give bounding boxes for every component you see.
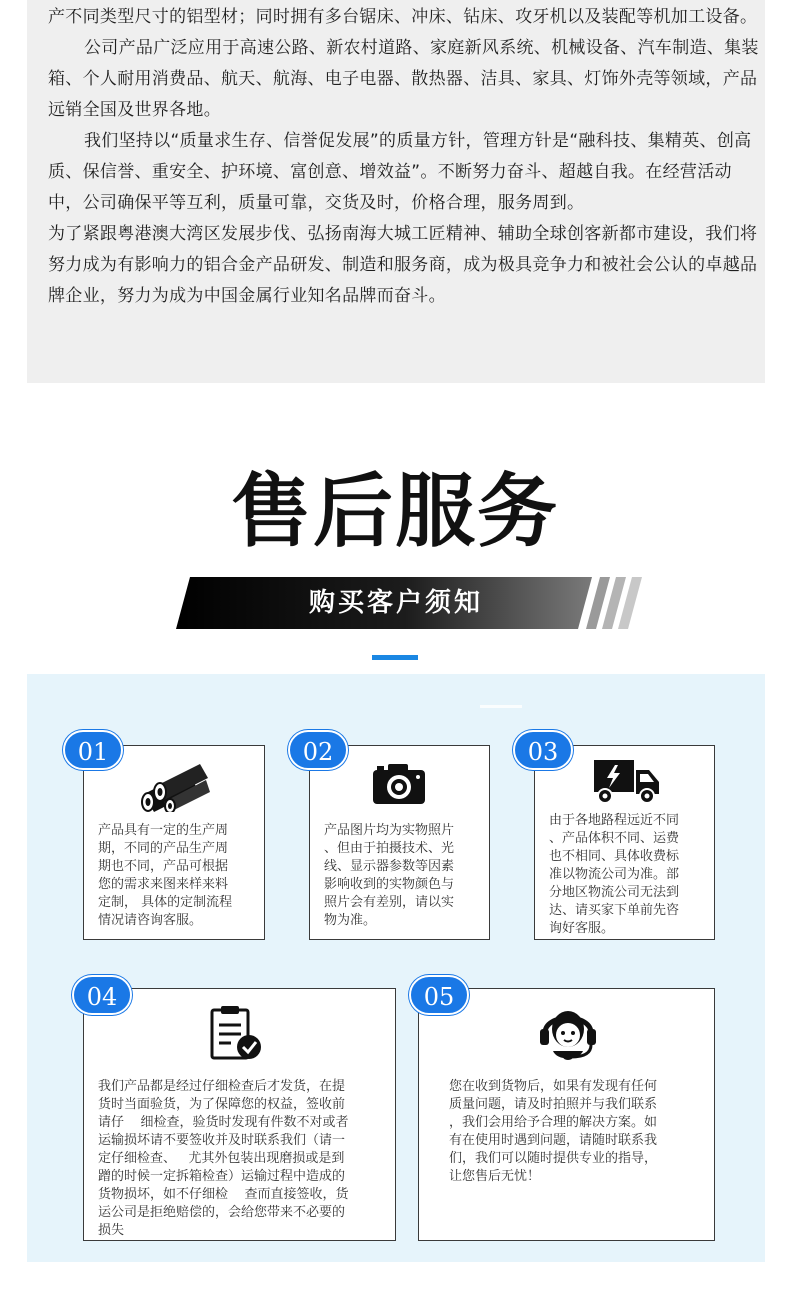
notice-card-3 [534,745,715,940]
panel-decoration [480,705,522,708]
notice-card-5 [418,988,715,1241]
customer-service-icon [537,1001,599,1069]
aluminum-tubes-icon [136,760,212,816]
checklist-icon [209,1005,263,1065]
company-intro-panel [27,0,765,383]
intro-paragraph-2: 公司产品广泛应用于高速公路、新农村道路、家庭新风系统、机械设备、汽车制造、集装箱、个人耐用消费品、航天、航海、电子电器、散热器、洁具、家具、灯饰外壳等领域，产品远销全国及世界各地。 [48,38,759,120]
card-5-text: 您在收到货物后，如果有发现有任何 质量问题，请及时拍照并与我们联系 ，我们会用给予合理的解决方案。如 有在使用时遇到问题，请随时联系我 们，我们可以随时提供专业的指导， 让您售后无忧！ [449,1079,658,1184]
section-title: 售后服务 [231,465,559,558]
notice-card-2 [309,745,490,940]
card-3-number-badge: 03 [513,730,573,770]
card-1-text: 产品具有一定的生产周 期，不同的产品生产周 期也不同，产品可根据 您的需求来图来样来料 定制， 具体的定制流程 情况请咨询客服。 [98,823,233,928]
card-2-text: 产品图片均为实物照片 、但由于拍摄技术、光 线、显示器参数等因素 影响收到的实物颜色与 照片会有差别，请以实 物为准。 [324,823,455,928]
card-3-text: 由于各地路程远近不同 、产品体积不同、运费 也不相同、具体收费标 准以物流公司为准。部 分地区物流公司无法到 达、请买家下单前先咨 询好客服。 [549,813,680,936]
delivery-truck-icon [593,756,661,810]
intro-paragraph-4: 为了紧跟粤港澳大湾区发展步伐、弘扬南海大城工匠精神、辅助全球创客新都市建设，我们将努力成为有影响力的铝合金产品研发、制造和服务商，成为极具竞争力和被社会公认的卓越品牌企业，努力为成为中国金属行业知名品牌而奋斗。 [48,224,758,306]
intro-paragraph-3: 我们坚持以“质量求生存、信誉促发展”的质量方针，管理方针是“融科技、集精英、创高质、保信誉、重安全、护环境、富创意、增效益”。不断努力奋斗、超越自我。在经营活动中，公司确保平等互利，质量可靠，交货及时，价格合理，服务周到。 [48,131,752,213]
notice-banner [176,577,646,629]
card-4-number-badge: 04 [72,975,132,1015]
card-2-number-badge: 02 [288,730,348,770]
notice-card-4 [83,988,396,1241]
intro-paragraph-1: 产不同类型尺寸的铝型材；同时拥有多台锯床、冲床、钻床、攻牙机以及装配等机加工设备。 [48,7,758,27]
card-5-number-badge: 05 [409,975,469,1015]
notice-card-1 [83,745,265,940]
accent-divider [372,655,418,660]
banner-text: 购买客户须知 [308,588,483,618]
camera-icon [372,762,426,810]
card-4-text: 我们产品都是经过仔细检查后才发货，在提 货时当面验货，为了保障您的权益，签收前 请仔 细检查，验货时发现有件数不对或者 运输损坏请不要签收并及时联系我们（请一 定仔细检查、 尤其外包装出现磨损或是到 蹭的时候一定拆箱检查）运输过程中造成的 货物损坏，如不仔细检 查而直接签收，货 运公司是拒绝赔偿的，会给您带来不必要的 损失 [98,1079,349,1238]
card-1-number-badge: 01 [63,730,123,770]
